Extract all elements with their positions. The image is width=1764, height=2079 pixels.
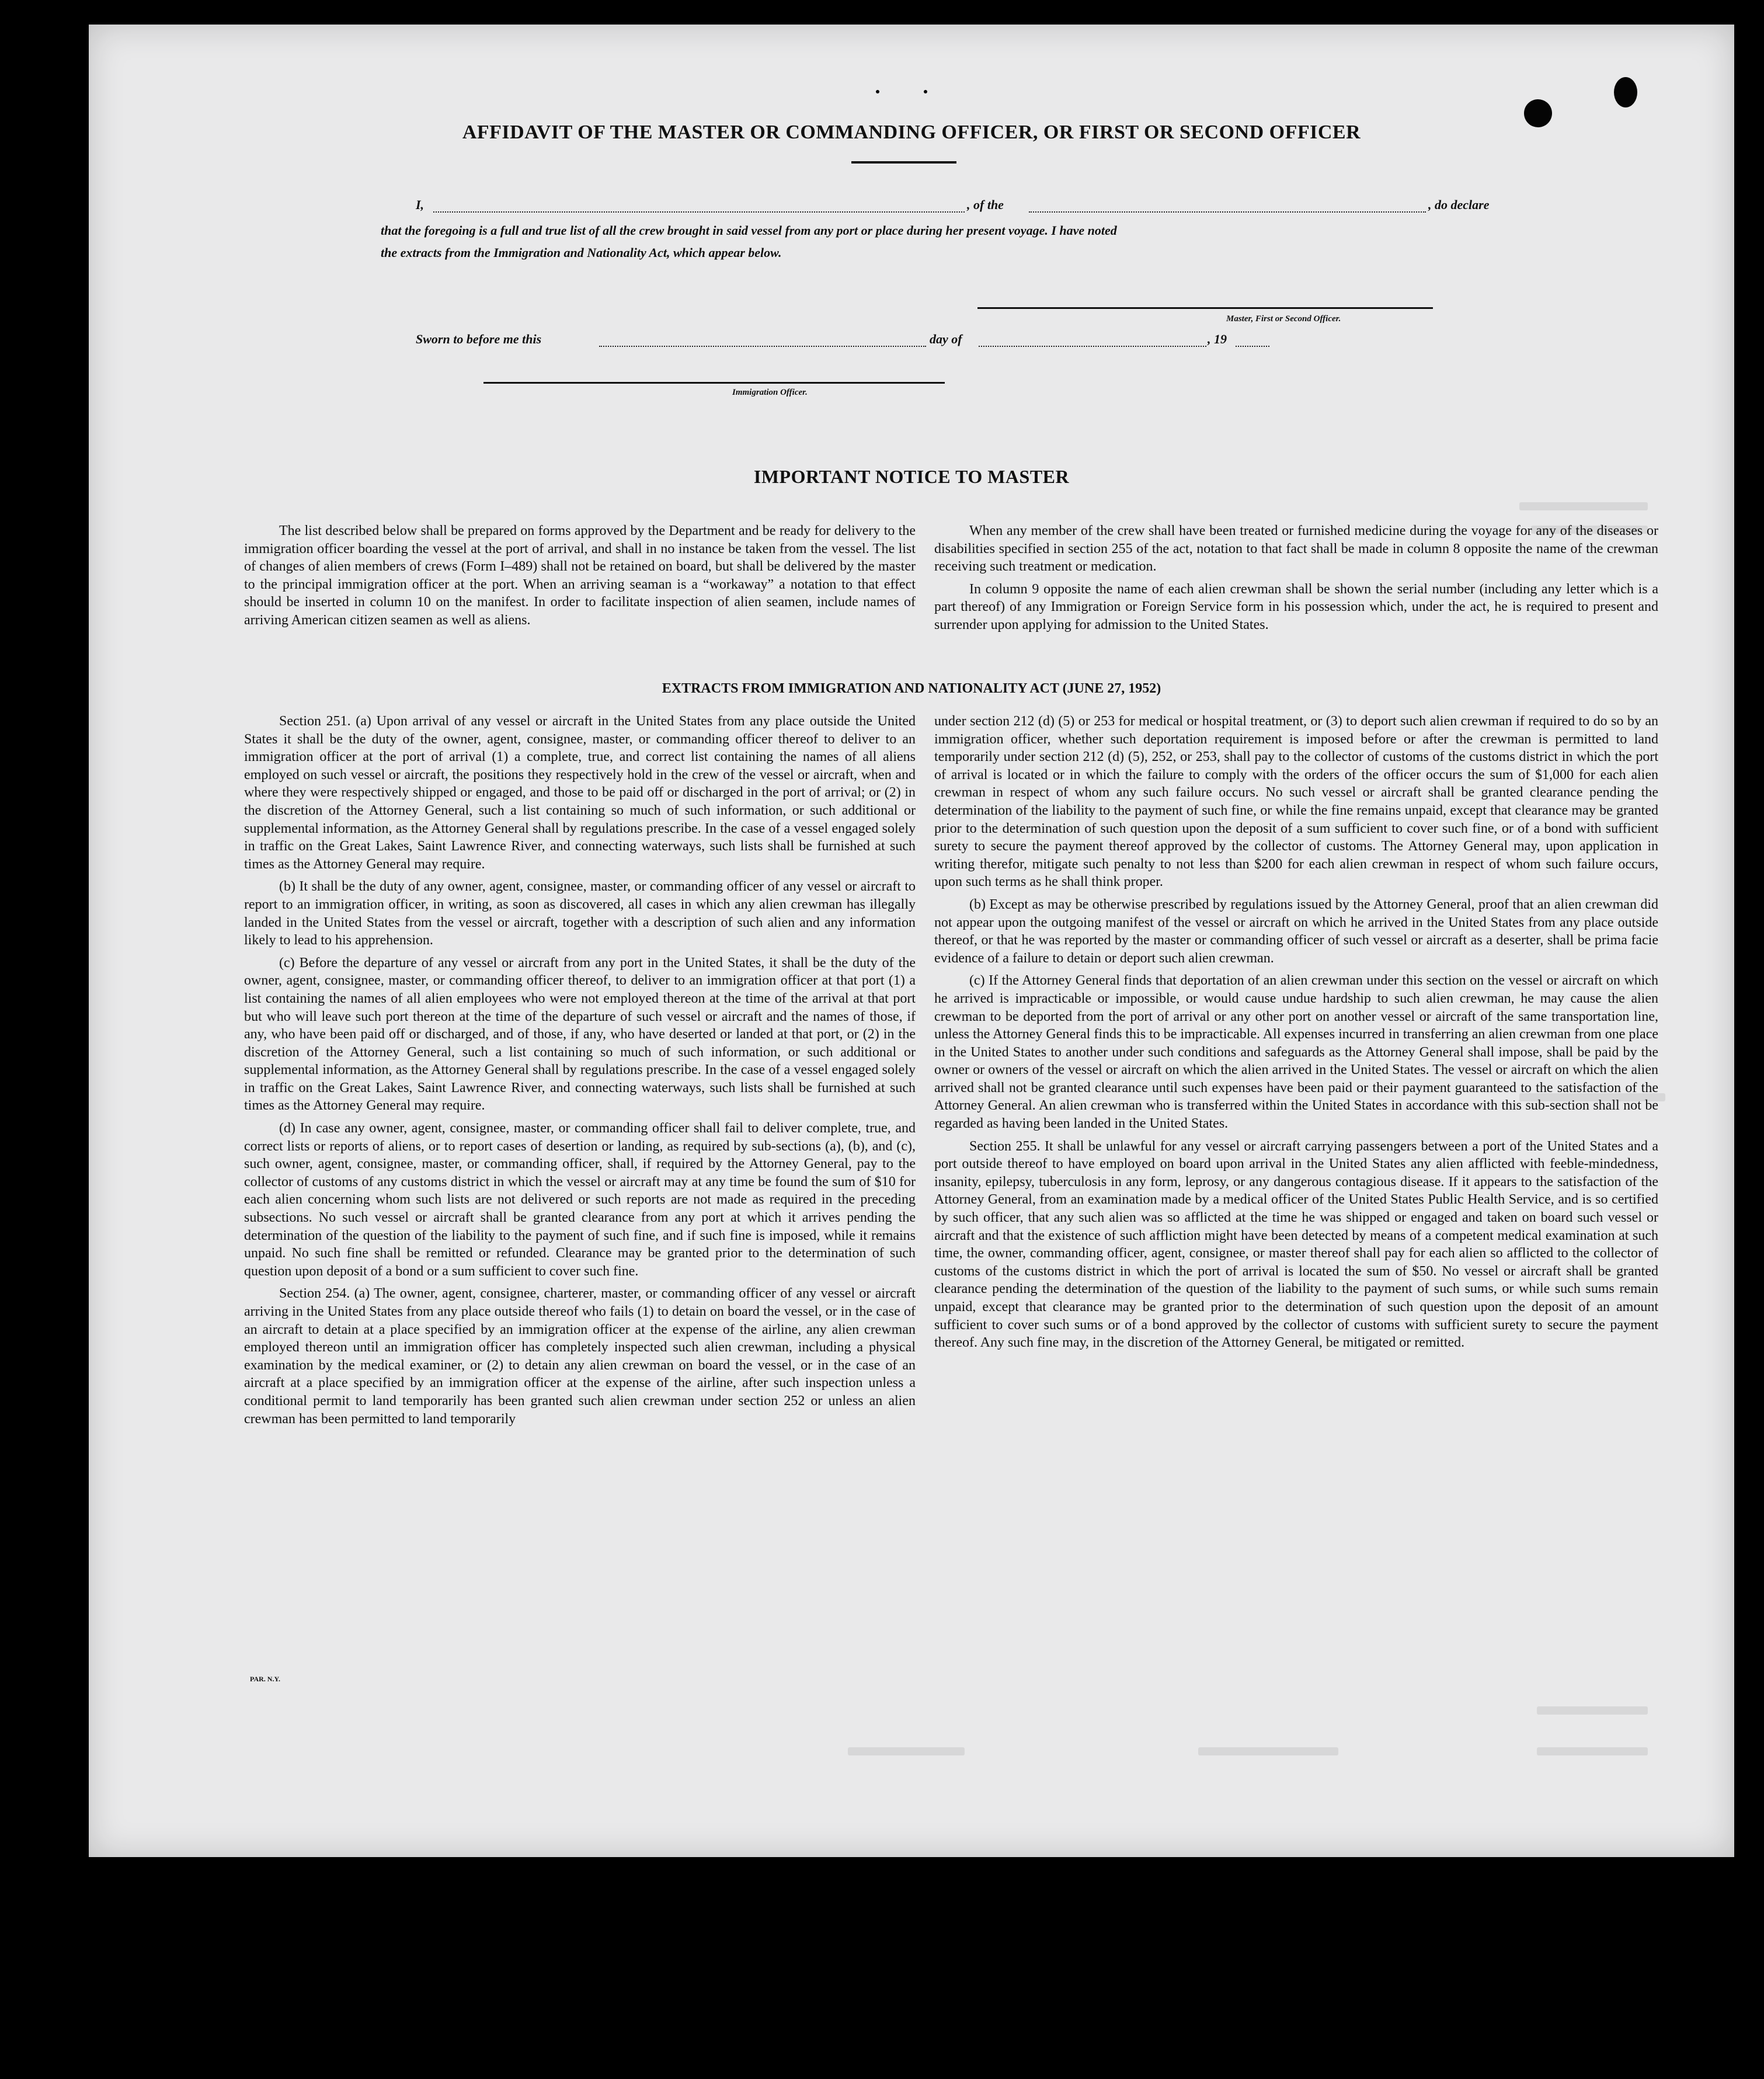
- declaration-line: the extracts from the Immigration and Nationality Act, which appear below.: [381, 245, 782, 260]
- master-signature-line[interactable]: [977, 307, 1433, 309]
- year-label: , 19: [1208, 332, 1227, 346]
- notice-paragraph: The list described below shall be prepared on forms approved by the Department and be ready for delivery to the immigration officer boarding the vessel at the port of arrival, and shall in no instance be taken from the vessel. The list of changes of alien members of crews (Form I–489) shall not be retained on board, but shall be delivered by the master to the principal immigration officer at the port. When an arriving seaman is a “workaway” a notation to that effect should be inserted in column 10 on the manifest. In order to facilitate inspection of alien seamen, include names of arriving American citizen seamen as well as aliens.: [244, 523, 916, 628]
- immigration-signature-line[interactable]: [483, 382, 945, 384]
- ink-speck: [876, 90, 879, 93]
- act-section-paragraph: (c) If the Attorney General finds that deportation of an alien crewman under this section on the vessel or aircraft on which he arrived is impracticable or impossible, or would cause undue hardship to such alien crewman, he may cause the alien crewman to be deported from the port of arrival or any other port on another vessel or aircraft of the same transportation line, unless the Attorney General finds this to be impracticable. All expenses incurred in transferring an alien crewman from one place in the United States to another under such conditions and safeguards as the Attorney General shall impose, shall be paid by the owner or owners of the vessel or aircraft on which the alien arrived in the United States. The vessel or aircraft on which the alien arrived shall not be granted clearance until such expenses have been paid or their payment guaranteed to the satisfaction of the Attorney General. An alien crewman who is transferred within the United States in accordance with this sub-section shall not be regarded as having been landed in the United States.: [934, 973, 1658, 1132]
- do-declare-label: , do declare: [1428, 197, 1490, 212]
- immigration-caption: Immigration Officer.: [732, 388, 808, 397]
- extracts-left-column: [244, 712, 916, 1428]
- sworn-day-field[interactable]: [599, 346, 926, 347]
- document-page: [89, 25, 1734, 1857]
- affidavit-title: AFFIDAVIT OF THE MASTER OR COMMANDING OFFICER, OR FIRST OR SECOND OFFICER: [462, 121, 1361, 143]
- title-rule: [851, 161, 956, 164]
- sworn-label: Sworn to before me this: [416, 332, 542, 346]
- act-section-paragraph: (b) It shall be the duty of any owner, agent, consignee, master, or commanding officer of any vessel or aircraft to report to an immigration officer, in writing, as soon as discovered, all cases in which any alien crewman has illegally landed in the United States from the vessel or aircraft, together with a description of such alien and any information likely to lead to his apprehension.: [244, 879, 916, 948]
- act-section-paragraph: (d) In case any owner, agent, consignee, master, or commanding officer shall fail to deliver complete, true, and correct lists or reports of aliens, or to report cases of desertion or landing, as required by sub-sections (a), (b), and (c), such owner, agent, consignee, master, or commanding officer, shall, if required by the Attorney General, pay to the collector of customs of any customs district in which the vessel or aircraft may at any time be found the sum of $10 for each alien concerning whom such lists are not delivered or such reports are not made as required in the preceding subsections. No such vessel or aircraft shall be granted clearance from any port at which it arrives pending the determination of the question of the liability to the payment of such fine, and if such fine is imposed, while it remains unpaid. No such fine shall be remitted or refunded. Clearance may be granted prior to the determination of such question upon deposit of a bond or a sum sufficient to cover such fine.: [244, 1121, 916, 1279]
- notice-paragraph: When any member of the crew shall have been treated or furnished medicine during the voyage for any of the diseases or disabilities specified in section 255 of the act, notation to that fact shall be made in column 8 opposite the name of the crewman receiving such treatment or medication.: [934, 523, 1658, 575]
- notice-left-column: [244, 522, 916, 630]
- sworn-year-field[interactable]: [1236, 346, 1269, 347]
- ink-speck: [924, 90, 927, 93]
- notice-title: IMPORTANT NOTICE TO MASTER: [753, 466, 1070, 487]
- sworn-month-field[interactable]: [979, 346, 1206, 347]
- of-the-label: , of the: [967, 197, 1004, 212]
- act-section-paragraph: Section 255. It shall be unlawful for any vessel or aircraft carrying passengers between a port of the United States and a port outside thereof to have employed on board upon arrival in the United States any alien afflicted with feeble-mindedness, insanity, epilepsy, tuberculosis in any form, leprosy, or any dangerous contagious disease. If it appears to the satisfaction of the Attorney General, from an examination made by a medical officer of the United States Public Health Service, and is so certified by such officer, that any such alien was so afflicted at the time he was shipped or engaged and taken on board such vessel or aircraft and that the existence of such affliction might have been detected by means of a competent medical examination at such time, the owner, commanding officer, agent, consignee, or master thereof shall pay for each alien so afflicted to the collector of customs of the customs district in which the port of arrival is located the sum of $50. No vessel or aircraft shall be granted clearance pending the determination of the question of the liability to the payment of such sums, or while such sums remain unpaid, except that clearance may be granted prior to the determination of such question upon the deposit of an amount sufficient to cover such sums or of a bond approved by the collector of customs with sufficient surety to secure the payment thereof. Any such fine may, in the discretion of the Attorney General, be mitigated or remitted.: [934, 1138, 1658, 1351]
- declaration-line: that the foregoing is a full and true list of all the crew brought in said vessel from any port or place during her present voyage. I have noted: [381, 223, 1117, 238]
- ink-blot: [1614, 77, 1637, 107]
- extracts-title: EXTRACTS FROM IMMIGRATION AND NATIONALITY ACT (JUNE 27, 1952): [662, 681, 1161, 696]
- day-of-label: day of: [930, 332, 962, 346]
- printer-mark: PAR. N.Y.: [250, 1675, 281, 1683]
- act-section-paragraph: Section 251. (a) Upon arrival of any vessel or aircraft in the United States from any place outside the United States it shall be the duty of the owner, agent, consignee, master, or commanding officer thereof to deliver to an immigration officer at the port of arrival (1) a complete, true, and correct list containing the names of all aliens employed on such vessel or aircraft, the positions they respectively hold in the crew of the vessel or aircraft, when and where they were respectively shipped or engaged, and those to be paid off or discharged in the port of arrival; or (2) in the discretion of the Attorney General, such a list containing so much of such information, or such additional or supplemental information, as the Attorney General shall by regulations prescribe. In the case of a vessel engaged solely in traffic on the Great Lakes, Saint Lawrence River, and connecting waterways, such lists shall be furnished at such times as the Attorney General may require.: [244, 714, 916, 872]
- notice-right-column: [934, 522, 1658, 634]
- extracts-right-column: [934, 712, 1658, 1352]
- act-section-paragraph: under section 212 (d) (5) or 253 for medical or hospital treatment, or (3) to deport such alien crewman if required to do so by an immigration officer, whether such deportation requirement is imposed before or after the crewman is permitted to land temporarily under section 212 (d) (5), 252, or 253, shall pay to the collector of customs of the customs district in which the port of arrival is located or in which the failure to comply with the orders of the officer occurs the sum of $1,000 for each alien crewman in respect of whom any such failure occurs. No such vessel or aircraft shall be granted clearance pending the determination of the liability to the payment of such fine, or while the fine remains unpaid, except that clearance may be granted prior to the determination of such question upon the deposit of a sum sufficient to cover such fine, or of a bond with sufficient surety to secure the payment thereof approved by the collector of customs. The Attorney General may, upon application in writing therefor, mitigate such penalty to not less than $200 for each alien crewman in respect of whom such failure occurs, upon such terms as he shall think proper.: [934, 714, 1658, 890]
- declarant-name-field[interactable]: [433, 211, 965, 213]
- declarant-label: I,: [416, 197, 425, 212]
- vessel-name-field[interactable]: [1029, 211, 1426, 213]
- notice-paragraph: In column 9 opposite the name of each alien crewman shall be shown the serial number (including any letter which is a part thereof) of any Immigration or Foreign Service form in his possession which, under the act, he is required to present and surrender upon applying for admission to the United States.: [934, 581, 1658, 632]
- act-section-paragraph: (c) Before the departure of any vessel or aircraft from any port in the United States, it shall be the duty of the owner, agent, consignee, master, or commanding officer thereof, to deliver to an immigration officer at that port (1) a list containing the names of all alien employees who were not employed thereon at the time of the arrival at that port but who will leave such port thereon at the time of the departure of such vessel or aircraft and the names of those, if any, who have been paid off or discharged, and of those, if any, who have deserted or landed at that port, or (2) in the discretion of the Attorney General, such a list containing so much of such information, or such additional or supplemental information, as the Attorney General shall by regulations prescribe. In the case of a vessel engaged solely in traffic on the Great Lakes, Saint Lawrence River, and connecting waterways, such lists shall be furnished at such times as the Attorney General may require.: [244, 955, 916, 1114]
- act-section-paragraph: Section 254. (a) The owner, agent, consignee, charterer, master, or commanding officer of any vessel or aircraft arriving in the United States from any place outside thereof who fails (1) to detain on board the vessel, or in the case of an aircraft to detain at a place specified by an immigration officer at the expense of the airline, any alien crewman employed thereon until an immigration officer has completely inspected such alien crewman, including a physical examination by the medical examiner, or (2) to detain any alien crewman on board the vessel, or in the case of an aircraft at a place specified by an immigration officer at the expense of the airline, after such inspection unless a conditional permit to land temporarily has been granted such alien crewman under section 252 or unless an alien crewman has been permitted to land temporarily: [244, 1286, 916, 1427]
- act-section-paragraph: (b) Except as may be otherwise prescribed by regulations issued by the Attorney General, proof that an alien crewman did not appear upon the outgoing manifest of the vessel or aircraft on which he arrived in the United States from any place outside thereof, or that he was reported by the master or commanding officer of such vessel or aircraft as a deserter, shall be prima facie evidence of a failure to detain or deport such alien crewman.: [934, 896, 1658, 966]
- master-caption: Master, First or Second Officer.: [1226, 314, 1341, 324]
